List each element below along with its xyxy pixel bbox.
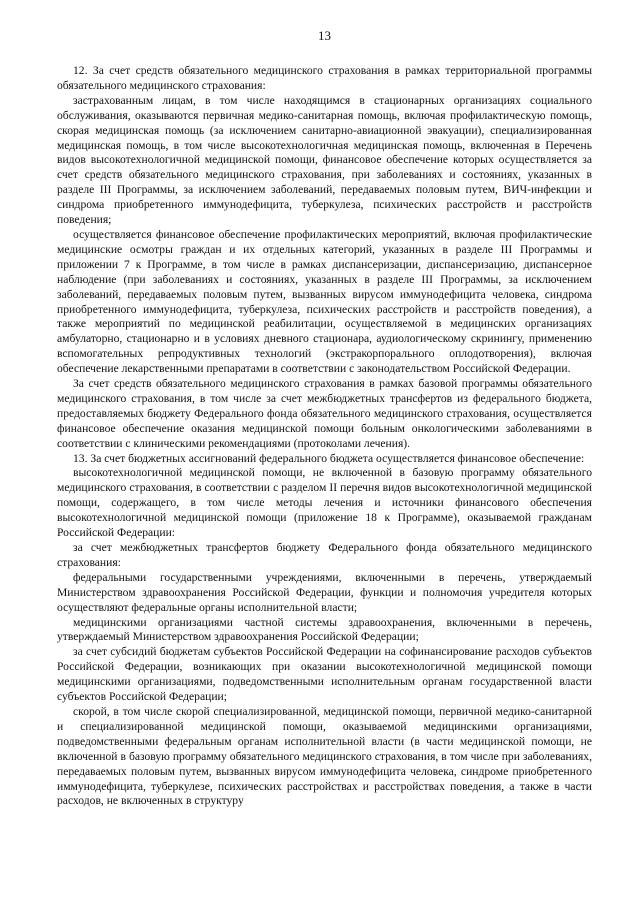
paragraph-high-tech-care: высокотехнологичной медицинской помощи, не включенной в базовую программу обязательного медицинского страхования, в соответствии с разделом II перечня видов высокотехнологичной медицинской помощи, содержащего, в том числе методы лечения и источники финансового обеспечения высокотехнологичной медицинской помощи (приложение 18 к Программе), оказываемой гражданам Российской Федерации: xyxy=(57,466,592,540)
page-number: 13 xyxy=(318,28,331,43)
paragraph-oncology-funding: За счет средств обязательного медицинского страхования в рамках базовой программы обязательного медицинского страхования, в том числе за счет межбюджетных трансфертов из федерального бюджета, предоставляемых бюджету Федерального фонда обязательного медицинского страхования, осуществляется финансовое обеспечение оказания медицинской помощи больным онкологическими заболеваниями в соответствии с клиническими рекомендациями (протоколами лечения). xyxy=(57,377,592,450)
paragraph-12-intro: 12. За счет средств обязательного медицинского страхования в рамках территориальной программы обязательного медицинского страхования: xyxy=(57,64,592,92)
paragraph-insured-persons: застрахованным лицам, в том числе находящимся в стационарных организациях социального обслуживания, оказываются первичная медико-санитарная помощь, включая профилактическую помощь, скорая медицинская помощь (за исключением санитарно-авиационной эвакуации), специализированная медицинская помощь, в том числе высокотехнологичная медицинская помощь, включенная в Перечень видов высокотехнологичной медицинской помощи, финансовое обеспечение которых осуществляется за счет средств обязательного медицинского страхования, при заболеваниях и состояниях, указанных в разделе III Программы, за исключением заболеваний, передаваемых половым путем, ВИЧ-инфекции и синдрома приобретенного иммунодефицита, туберкулеза, психических расстройств и расстройств поведения; xyxy=(57,93,592,227)
paragraph-interbudget-transfers: за счет межбюджетных трансфертов бюджету Федерального фонда обязательного медицинского страхования: xyxy=(57,541,592,569)
paragraph-federal-institutions: федеральными государственными учреждениями, включенными в перечень, утверждаемый Министерством здравоохранения Российской Федерации, функции и полномочия учредителя которых осуществляют федеральные органы исполнительной власти; xyxy=(57,570,592,614)
paragraph-13-intro: 13. За счет бюджетных ассигнований федерального бюджета осуществляется финансовое обеспечение: xyxy=(73,451,585,465)
paragraph-emergency-care: скорой, в том числе скорой специализированной, медицинской помощи, первичной медико-санитарной и специализированной медицинской помощи, оказываемой медицинскими организациями, подведомственными федеральным органам исполнительной власти (в части медицинской помощи, не включенной в базовую программу обязательного медицинского страхования, в том числе при заболеваниях, передаваемых половым путем, вызванных вирусом иммунодефицита человека, синдроме приобретенного иммунодефицита, туберкулезе, психических расстройствах и расстройствах поведения, а также в части расходов, не включенных в структуру xyxy=(57,704,592,808)
paragraph-preventive-measures: осуществляется финансовое обеспечение профилактических мероприятий, включая профилактические медицинские осмотры граждан и их отдельных категорий, указанных в разделе III Программы и приложении 7 к Программе, в том числе в рамках диспансеризации, диспансеризацию, диспансерное наблюдение (при заболеваниях и состояниях, указанных в разделе III Программы, за исключением заболеваний, передаваемых половым путем, вызванных вирусом иммунодефицита человека, синдрома приобретенного иммунодефицита, туберкулеза, психических расстройств и расстройств поведения), а также мероприятий по медицинской реабилитации, осуществляемой в медицинских организациях амбулаторно, стационарно и в условиях дневного стационара, аудиологическому скринингу, применению вспомогательных репродуктивных технологий (экстракорпорального оплодотворения), включая обеспечение лекарственными препаратами в соответствии с законодательством Российской Федерации. xyxy=(57,227,592,376)
paragraph-private-organizations: медицинскими организациями частной системы здравоохранения, включенными в перечень, утверждаемый Министерством здравоохранения Российской Федерации; xyxy=(57,615,592,644)
paragraph-regional-subsidies: за счет субсидий бюджетам субъектов Российской Федерации на софинансирование расходов субъектов Российской Федерации, возникающих при оказании высокотехнологичной медицинской помощи медицинскими организациями, подведомственными исполнительным органам государственной власти субъектов Российской Федерации; xyxy=(57,645,592,704)
